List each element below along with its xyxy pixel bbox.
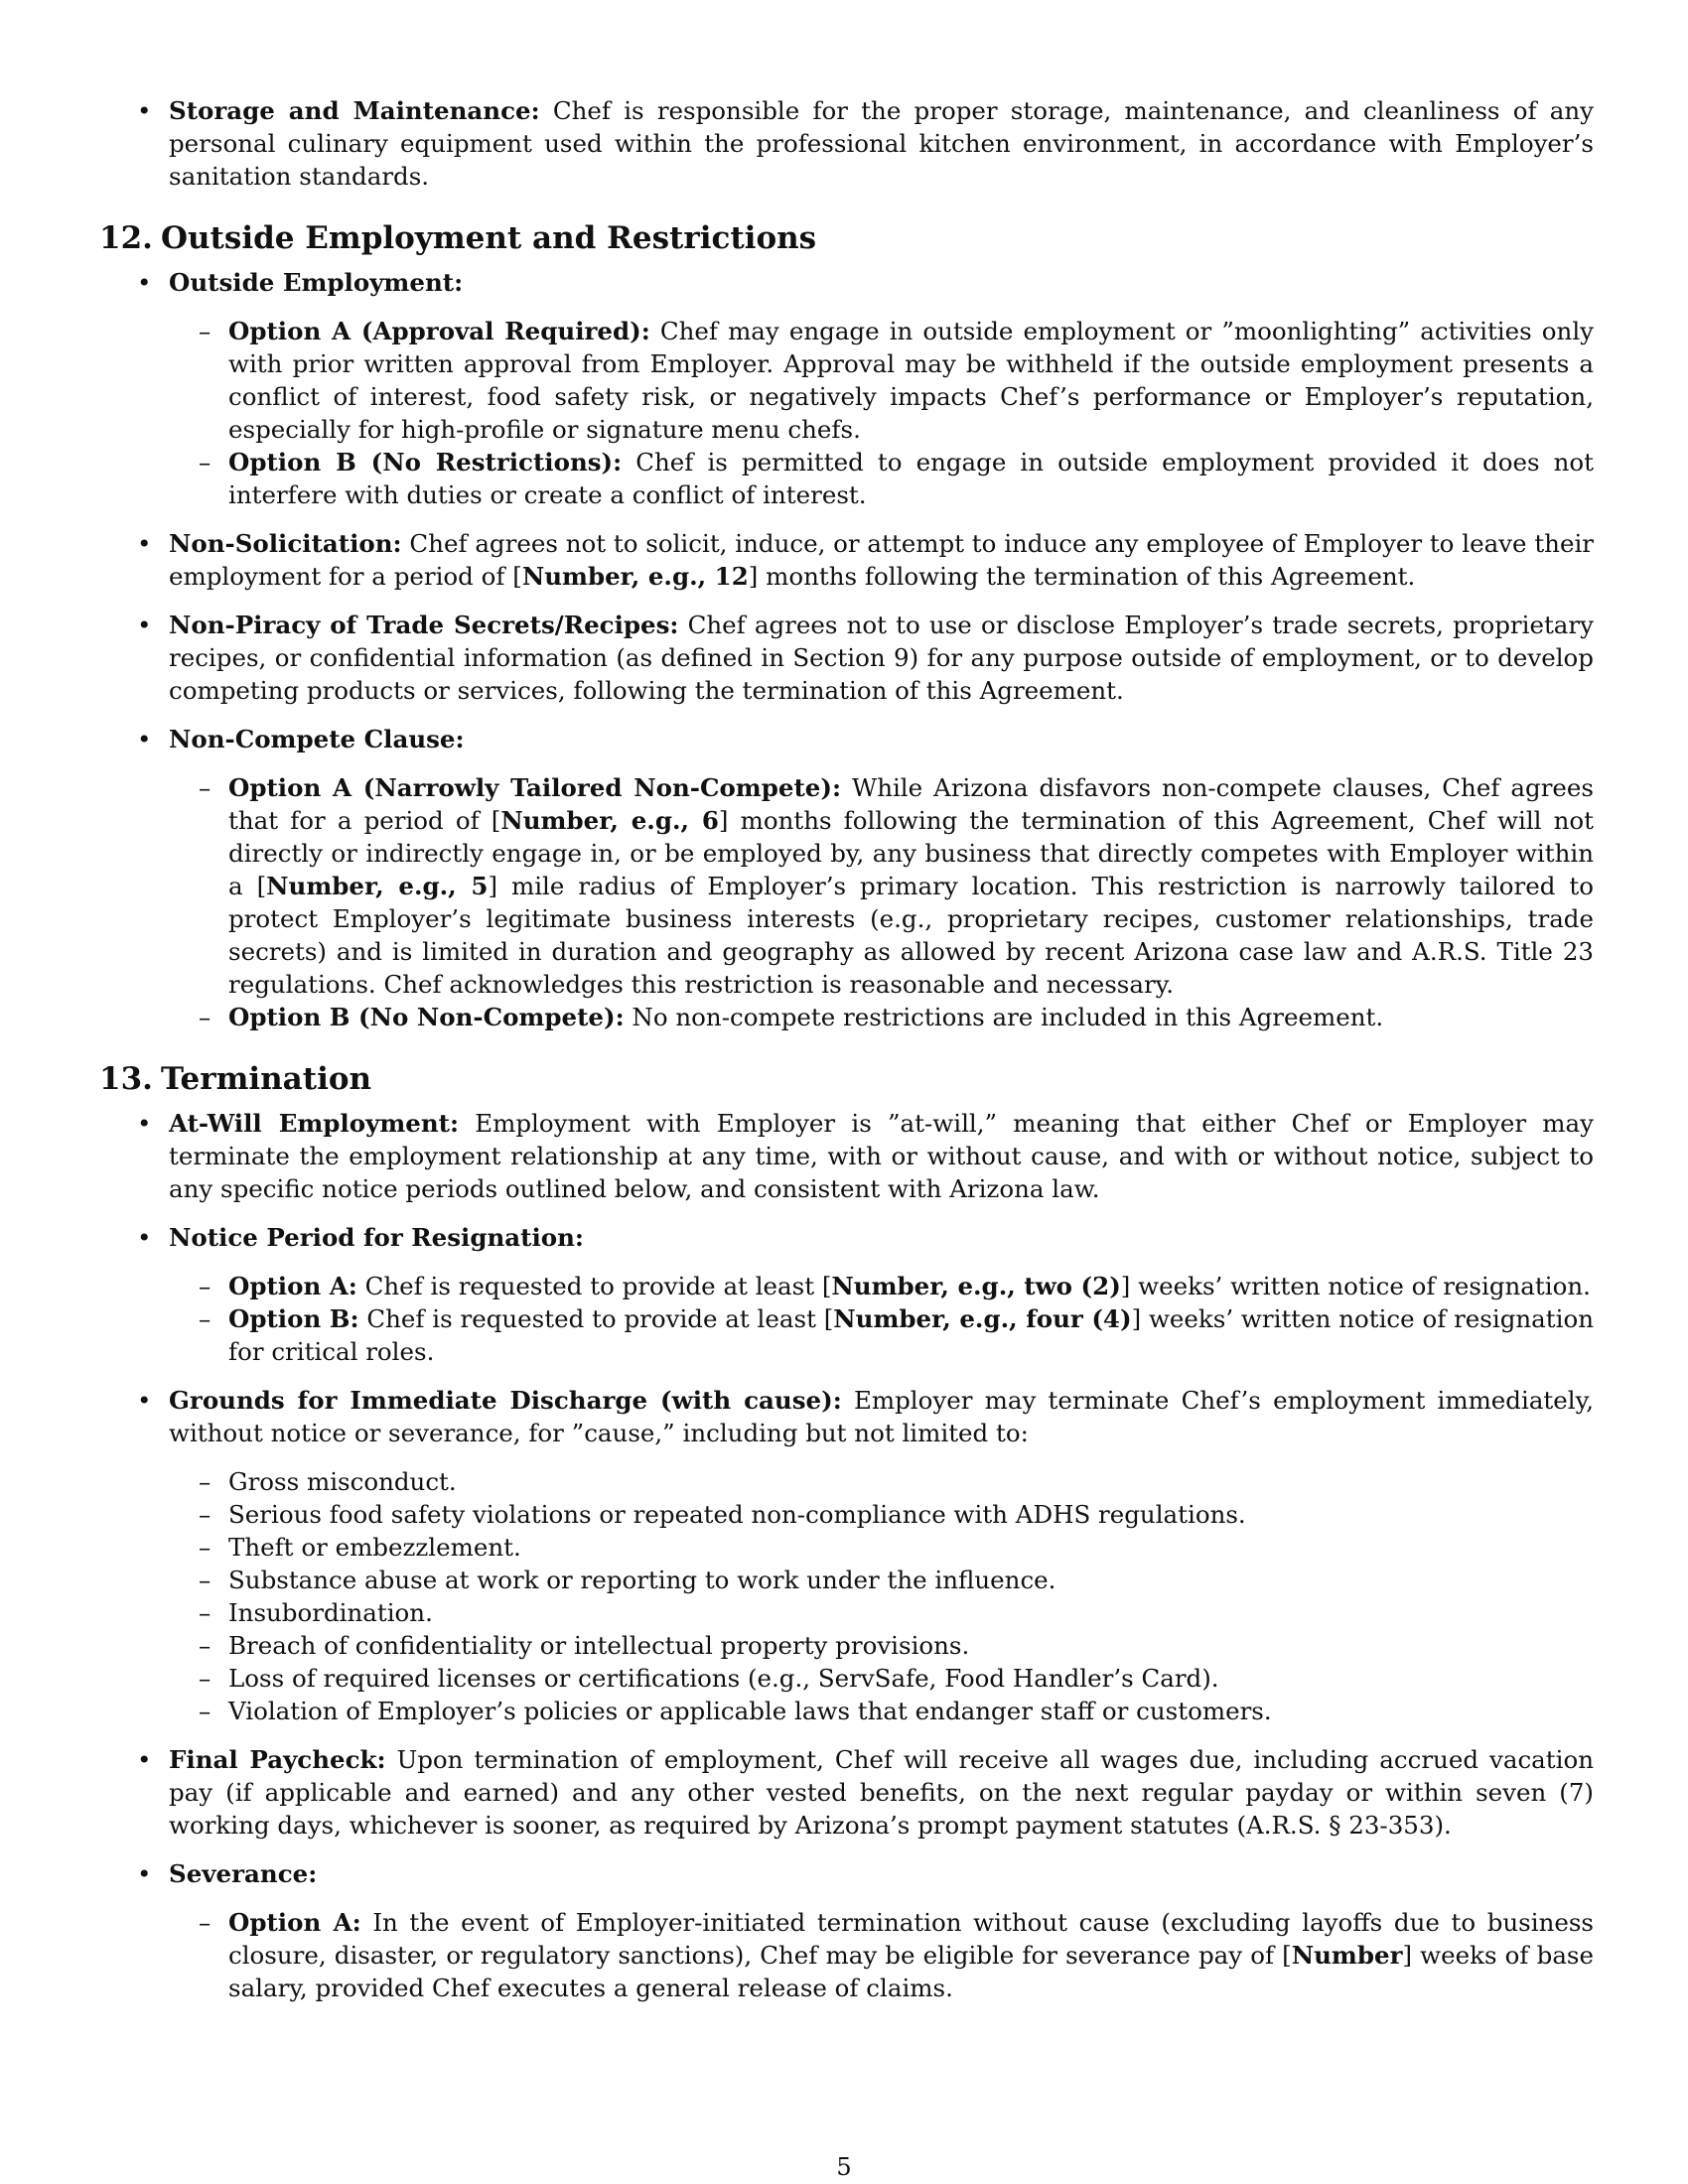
option-label: Option B (No Restrictions):: [228, 448, 623, 477]
section-heading-12: [99, 218, 1594, 258]
list-item-final-paycheck: [99, 1743, 1594, 1842]
section-number: 13.: [99, 1061, 153, 1097]
list-item: – Serious food safety violations or repeated non-compliance with ADHS regulations.: [169, 1498, 1594, 1531]
item-label: At-Will Employment:: [169, 1109, 459, 1138]
option-text-end: ] weeks’ written notice of resignation for critical roles.: [228, 1304, 1594, 1366]
item-label: Non-Compete Clause:: [169, 725, 465, 753]
item-text-end: ] months following the termination of this Agreement.: [748, 562, 1416, 591]
option-label: Option A (Narrowly Tailored Non-Compete):: [228, 773, 841, 802]
dash-list-grounds: [169, 1465, 1594, 1727]
list-item: – Violation of Employer’s policies or applicable laws that endanger staff or customers.: [169, 1695, 1594, 1727]
grounds-intro: [169, 1384, 1594, 1449]
item-label: Severance:: [169, 1859, 318, 1888]
item-label: Non-Piracy of Trade Secrets/Recipes:: [169, 611, 679, 639]
item-label: Grounds for Immediate Discharge (with cause):: [169, 1386, 842, 1415]
option-text: While Arizona disfavors non-compete clauses, Chef agrees that for a period of [: [228, 773, 1594, 835]
list-item-non-piracy: [99, 609, 1594, 707]
list-item-non-solicitation: [99, 527, 1594, 593]
list-item-severance: [99, 1857, 1594, 2004]
option-text-end: ] weeks of base salary, provided Chef executes a general release of claims.: [228, 1941, 1594, 2002]
severance-option-a: [169, 1906, 1594, 2004]
placeholder-value: Number, e.g., two (2): [831, 1272, 1121, 1300]
section-number: 12.: [99, 220, 153, 256]
option-label: Option A:: [228, 1908, 361, 1937]
page-number: 5: [836, 2153, 852, 2181]
placeholder-value: Number, e.g., 5: [266, 872, 489, 900]
section-title: Termination: [161, 1061, 372, 1097]
list-item-grounds-discharge: [99, 1384, 1594, 1727]
option-text-end: ] mile radius of Employer’s primary location. This restriction is narrowly tailored to protect Employer’s legitimate business interests (e.g., proprietary recipes, customer relationships, trade secrets) and is limited in duration and geography as allowed by recent Arizona case law and A.R.S. Title 23 regulations. Chef acknowledges this restriction is reasonable and necessary.: [228, 872, 1595, 999]
notice-option-b: [169, 1302, 1594, 1368]
list-item: – Loss of required licenses or certifications (e.g., ServSafe, Food Handler’s Card).: [169, 1662, 1594, 1695]
list-item: – Breach of confidentiality or intellectual property provisions.: [169, 1629, 1594, 1662]
option-text-end: ] weeks’ written notice of resignation.: [1120, 1272, 1591, 1300]
notice-option-a: [169, 1270, 1594, 1302]
list-item-at-will: [99, 1107, 1594, 1205]
option-a-approval: [169, 315, 1594, 446]
list-item-notice-period: [99, 1221, 1594, 1368]
item-label: Final Paycheck:: [169, 1745, 386, 1774]
option-label: Option A:: [228, 1272, 357, 1300]
option-text: Chef is requested to provide at least [: [366, 1304, 834, 1333]
bullet-list-section-12: [99, 266, 1594, 1033]
option-text: Chef is permitted to engage in outside employment provided it does not interfere with duties or create a conflict of interest.: [228, 448, 1594, 509]
option-text-mid: ] months following the termination of this Agreement, Chef will not directly or indirectly engage in, or be employed by, any business that directly competes with Employer within a [: [228, 806, 1594, 900]
item-text: Chef agrees not to use or disclose Employer’s trade secrets, proprietary recipes, or confidential information (as defined in Section 9) for any purpose outside of employment, or to develop competing products or services, following the termination of this Agreement.: [169, 611, 1594, 705]
bullet-list-top: [99, 94, 1594, 193]
option-text: No non-compete restrictions are included in this Agreement.: [632, 1003, 1384, 1031]
option-b-no-restrictions: [169, 446, 1594, 511]
option-text: Chef may engage in outside employment or ”moonlighting” activities only with prior written approval from Employer. Approval may be withheld if the outside employment presents a conflict of interest, food safety risk, or negatively impacts Chef’s performance or Employer’s reputation, especially for high-profile or signature menu chefs.: [228, 317, 1595, 444]
item-label: Outside Employment:: [169, 268, 464, 297]
item-label: Storage and Maintenance:: [169, 96, 540, 125]
list-item-non-compete: [99, 723, 1594, 1033]
bullet-list-section-13: [99, 1107, 1594, 2004]
item-text: Chef is responsible for the proper storage, maintenance, and cleanliness of any personal culinary equipment used within the professional kitchen environment, in accordance with Employer’s sanitation standards.: [169, 96, 1594, 191]
option-label: Option B (No Non-Compete):: [228, 1003, 625, 1031]
dash-list-severance-options: [169, 1906, 1594, 2004]
item-label: Non-Solicitation:: [169, 529, 402, 558]
list-item: – Theft or embezzlement.: [169, 1531, 1594, 1564]
placeholder-value: Number, e.g., four (4): [833, 1304, 1132, 1333]
option-text: In the event of Employer-initiated termination without cause (excluding layoffs due to business closure, disaster, or regulatory sanctions), Chef may be eligible for severance pay of [: [228, 1908, 1595, 1970]
item-text: Employer may terminate Chef’s employment immediately, without notice or severance, for ”cause,” including but not limited to:: [169, 1386, 1594, 1447]
item-text: Upon termination of employment, Chef will receive all wages due, including accrued vacation pay (if applicable and earned) and any other vested benefits, on the next regular payday or within seven (7) working days, whichever is sooner, as required by Arizona’s prompt payment statutes (A.R.S. § 23-353).: [169, 1745, 1594, 1840]
item-text: Employment with Employer is ”at-will,” meaning that either Chef or Employer may terminate the employment relationship at any time, with or without cause, and with or without notice, subject to any specific notice periods outlined below, and consistent with Arizona law.: [169, 1109, 1594, 1203]
document-page: [99, 94, 1594, 2004]
list-item-outside-employment: [99, 266, 1594, 511]
dash-list-notice-options: [169, 1270, 1594, 1368]
section-title: Outside Employment and Restrictions: [161, 220, 817, 256]
dash-list-outside-options: [169, 315, 1594, 511]
section-heading-13: [99, 1059, 1594, 1099]
list-item-storage: [99, 94, 1594, 193]
list-item: – Insubordination.: [169, 1596, 1594, 1629]
dash-list-non-compete-options: [169, 771, 1594, 1033]
list-item: – Substance abuse at work or reporting to work under the influence.: [169, 1564, 1594, 1596]
item-text: Chef agrees not to solicit, induce, or attempt to induce any employee of Employer to leave their employment for a period of [: [169, 529, 1594, 591]
placeholder-value: Number, e.g., 12: [521, 562, 749, 591]
list-item: – Gross misconduct.: [169, 1465, 1594, 1498]
item-label: Notice Period for Resignation:: [169, 1223, 584, 1252]
option-b-no-non-compete: [169, 1001, 1594, 1033]
option-label: Option A (Approval Required):: [228, 317, 650, 345]
option-a-narrow-non-compete: [169, 771, 1594, 1001]
placeholder-value: Number: [1291, 1941, 1403, 1970]
option-label: Option B:: [228, 1304, 359, 1333]
placeholder-value: Number, e.g., 6: [500, 806, 719, 835]
option-text: Chef is requested to provide at least [: [364, 1272, 832, 1300]
